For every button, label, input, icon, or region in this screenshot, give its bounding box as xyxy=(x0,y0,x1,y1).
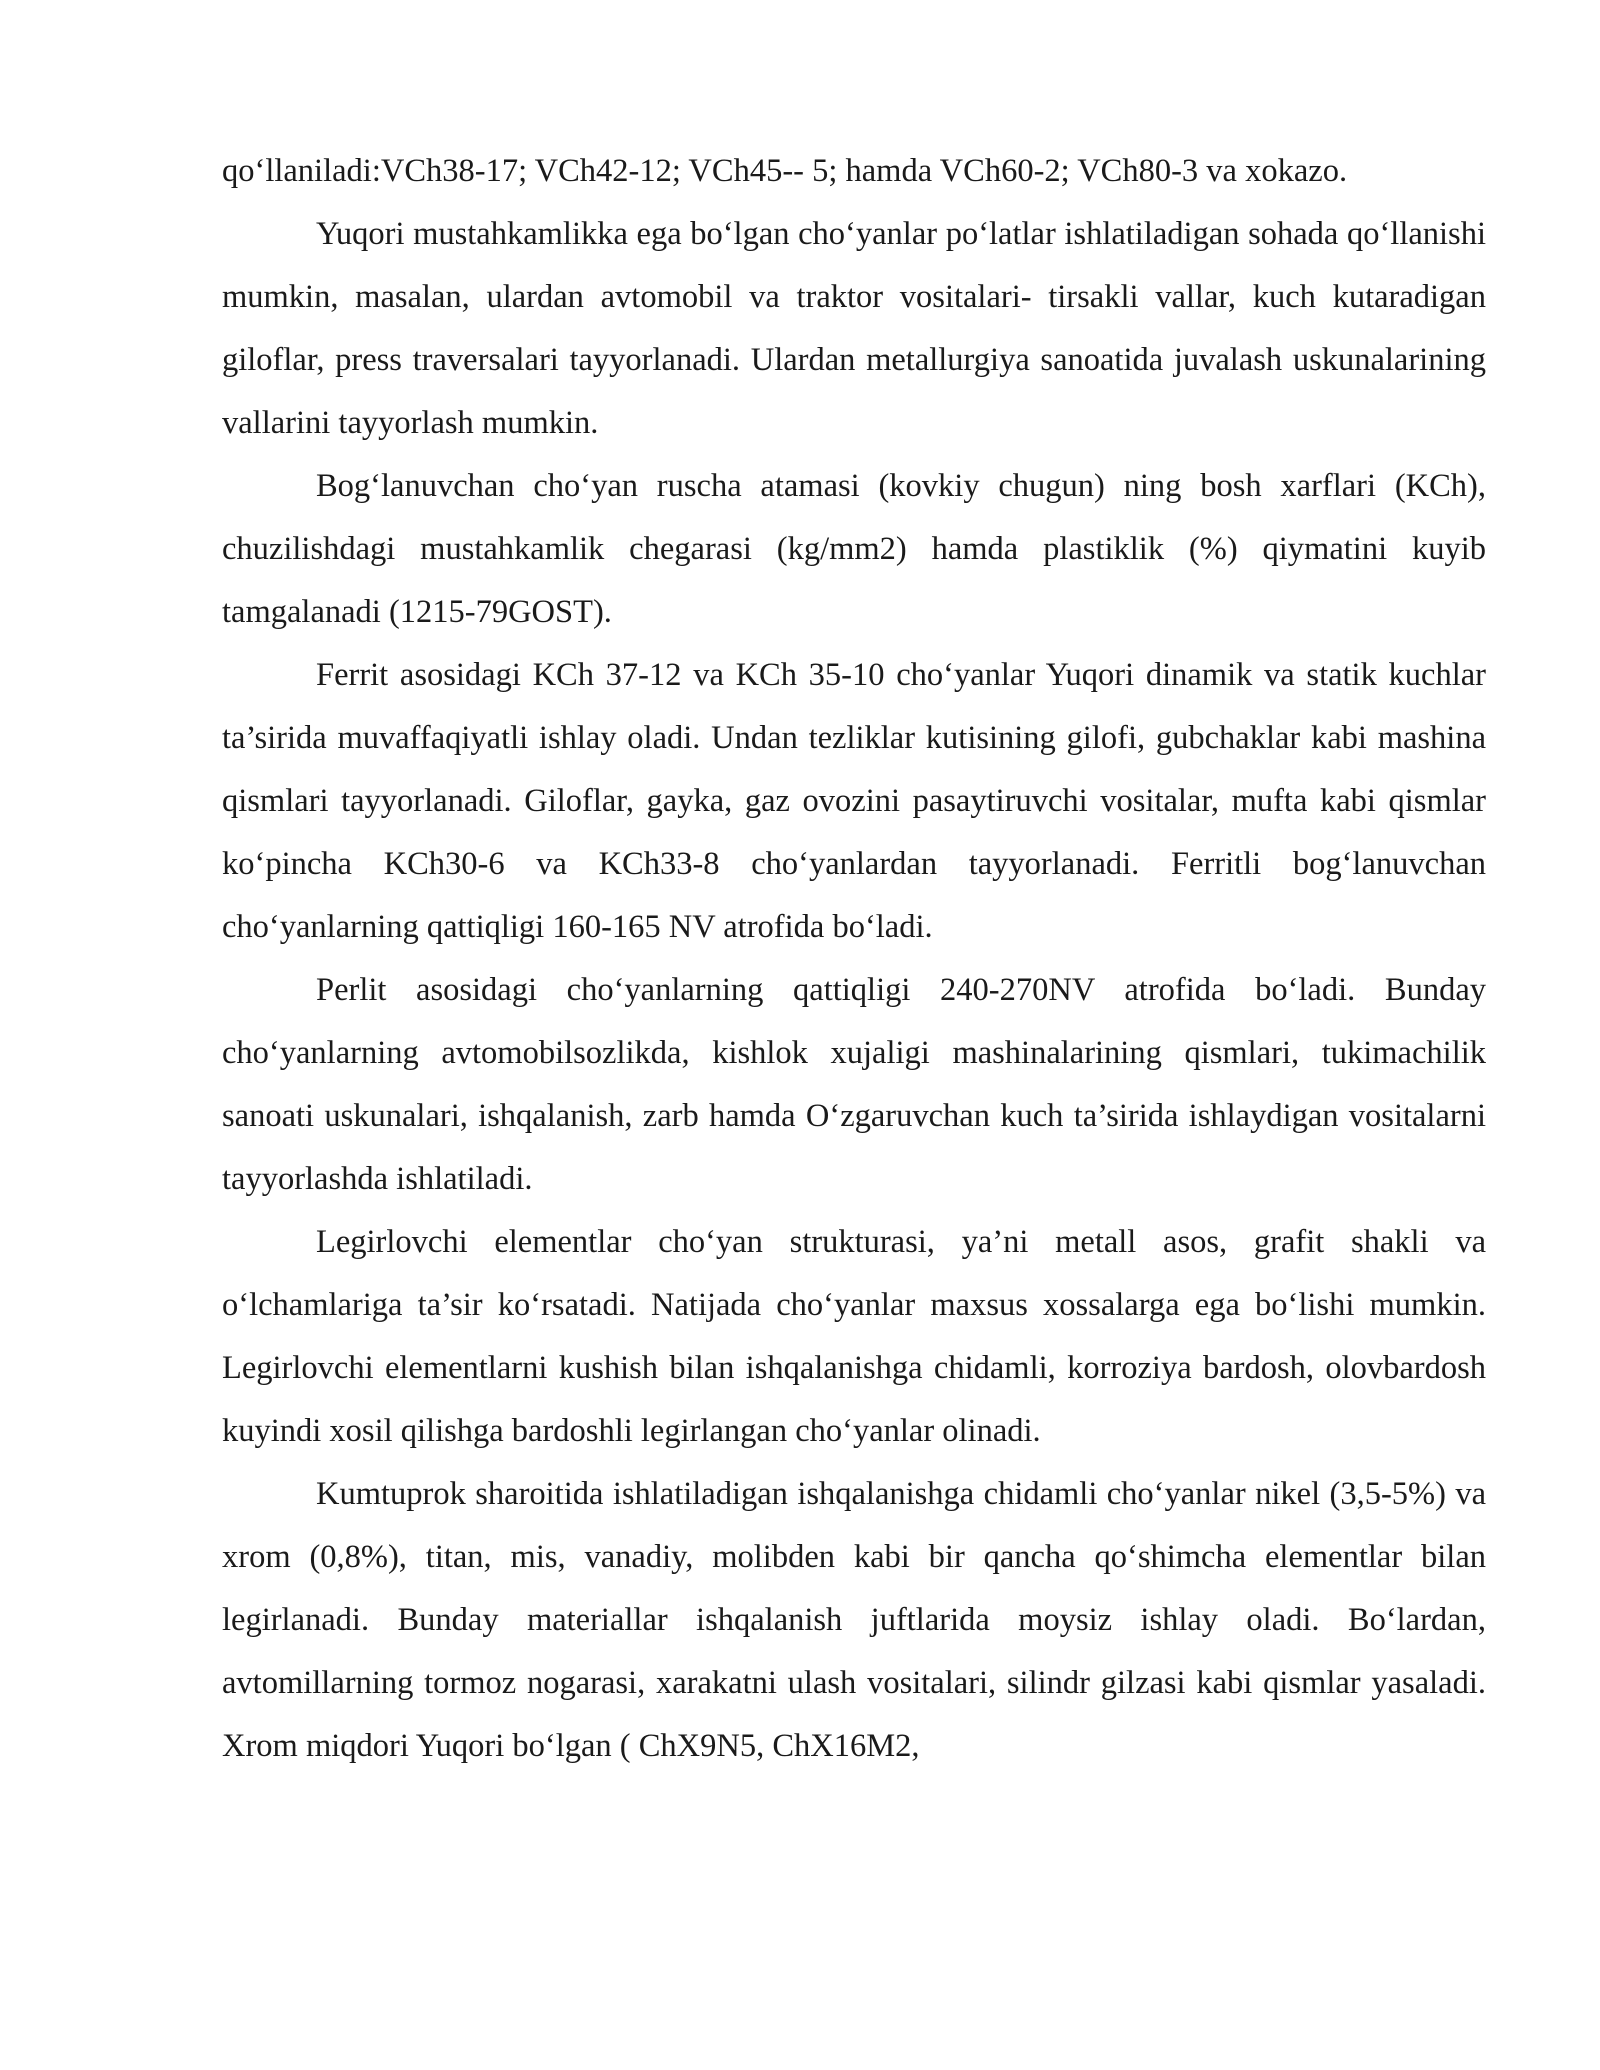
paragraph-pearlite-based-iron: Perlit asosidagi cho‘yanlarning qattiqligi 240-270NV atrofida bo‘ladi. Bunday cho‘yanlarning avtomobilsozlikda, kishlok xujaligi mashinalarining qismlari, tukimachilik sanoati uskunalari, ishqalanish, zarb hamda O‘zgaruvchan kuch ta’sirida ishlaydigan vositalarni tayyorlashda ishlatiladi. xyxy=(222,972,1486,1197)
paragraph-continuation: qo‘llaniladi:VCh38-17; VCh42-12; VCh45-- 5; hamda VCh60-2; VCh80-3 va xokazo. xyxy=(222,153,1348,189)
paragraph-wear-resistant-iron: Kumtuprok sharoitida ishlatiladigan ishqalanishga chidamli cho‘yanlar nikel (3,5-5%) va xrom (0,8%), titan, mis, vanadiy, molibden kabi bir qancha qo‘shimcha elementlar bilan legirlanadi. Bunday materiallar ishqalanish juftlarida moysiz ishlay oladi. Bo‘lardan, avtomillarning tormoz nogarasi, xarakatni ulash vositalari, silindr gilzasi kabi qismlar yasaladi. Xrom miqdori Yuqori bo‘lgan ( ChX9N5, ChX16M2, xyxy=(222,1476,1486,1764)
document-body xyxy=(222,140,1486,1778)
paragraph-ferrite-based-iron: Ferrit asosidagi KCh 37-12 va KCh 35-10 cho‘yanlar Yuqori dinamik va statik kuchlar ta’sirida muvaffaqiyatli ishlay oladi. Undan tezliklar kutisining gilofi, gubchaklar kabi mashina qismlari tayyorlanadi. Giloflar, gayka, gaz ovozini pasaytiruvchi vositalar, mufta kabi qismlar ko‘pincha KCh30-6 va KCh33-8 cho‘yanlardan tayyorlanadi. Ferritli bog‘lanuvchan cho‘yanlarning qattiqligi 160-165 NV atrofida bo‘ladi. xyxy=(222,657,1486,945)
paragraph-malleable-iron-marking: Bog‘lanuvchan cho‘yan ruscha atamasi (kovkiy chugun) ning bosh xarflari (KCh), chuzilishdagi mustahkamlik chegarasi (kg/mm2) hamda plastiklik (%) qiymatini kuyib tamgalanadi (1215-79GOST). xyxy=(222,468,1486,630)
paragraph-high-strength-cast-iron: Yuqori mustahkamlikka ega bo‘lgan cho‘yanlar po‘latlar ishlatiladigan sohada qo‘llanishi mumkin, masalan, ulardan avtomobil va traktor vositalari- tirsakli vallar, kuch kutaradigan giloflar, press traversalari tayyorlanadi. Ulardan metallurgiya sanoatida juvalash uskunalarining vallarini tayyorlash mumkin. xyxy=(222,216,1486,441)
paragraph-alloying-elements: Legirlovchi elementlar cho‘yan strukturasi, ya’ni metall asos, grafit shakli va o‘lchamlariga ta’sir ko‘rsatadi. Natijada cho‘yanlar maxsus xossalarga ega bo‘lishi mumkin. Legirlovchi elementlarni kushish bilan ishqalanishga chidamli, korroziya bardosh, olovbardosh kuyindi xosil qilishga bardoshli legirlangan cho‘yanlar olinadi. xyxy=(222,1224,1486,1449)
